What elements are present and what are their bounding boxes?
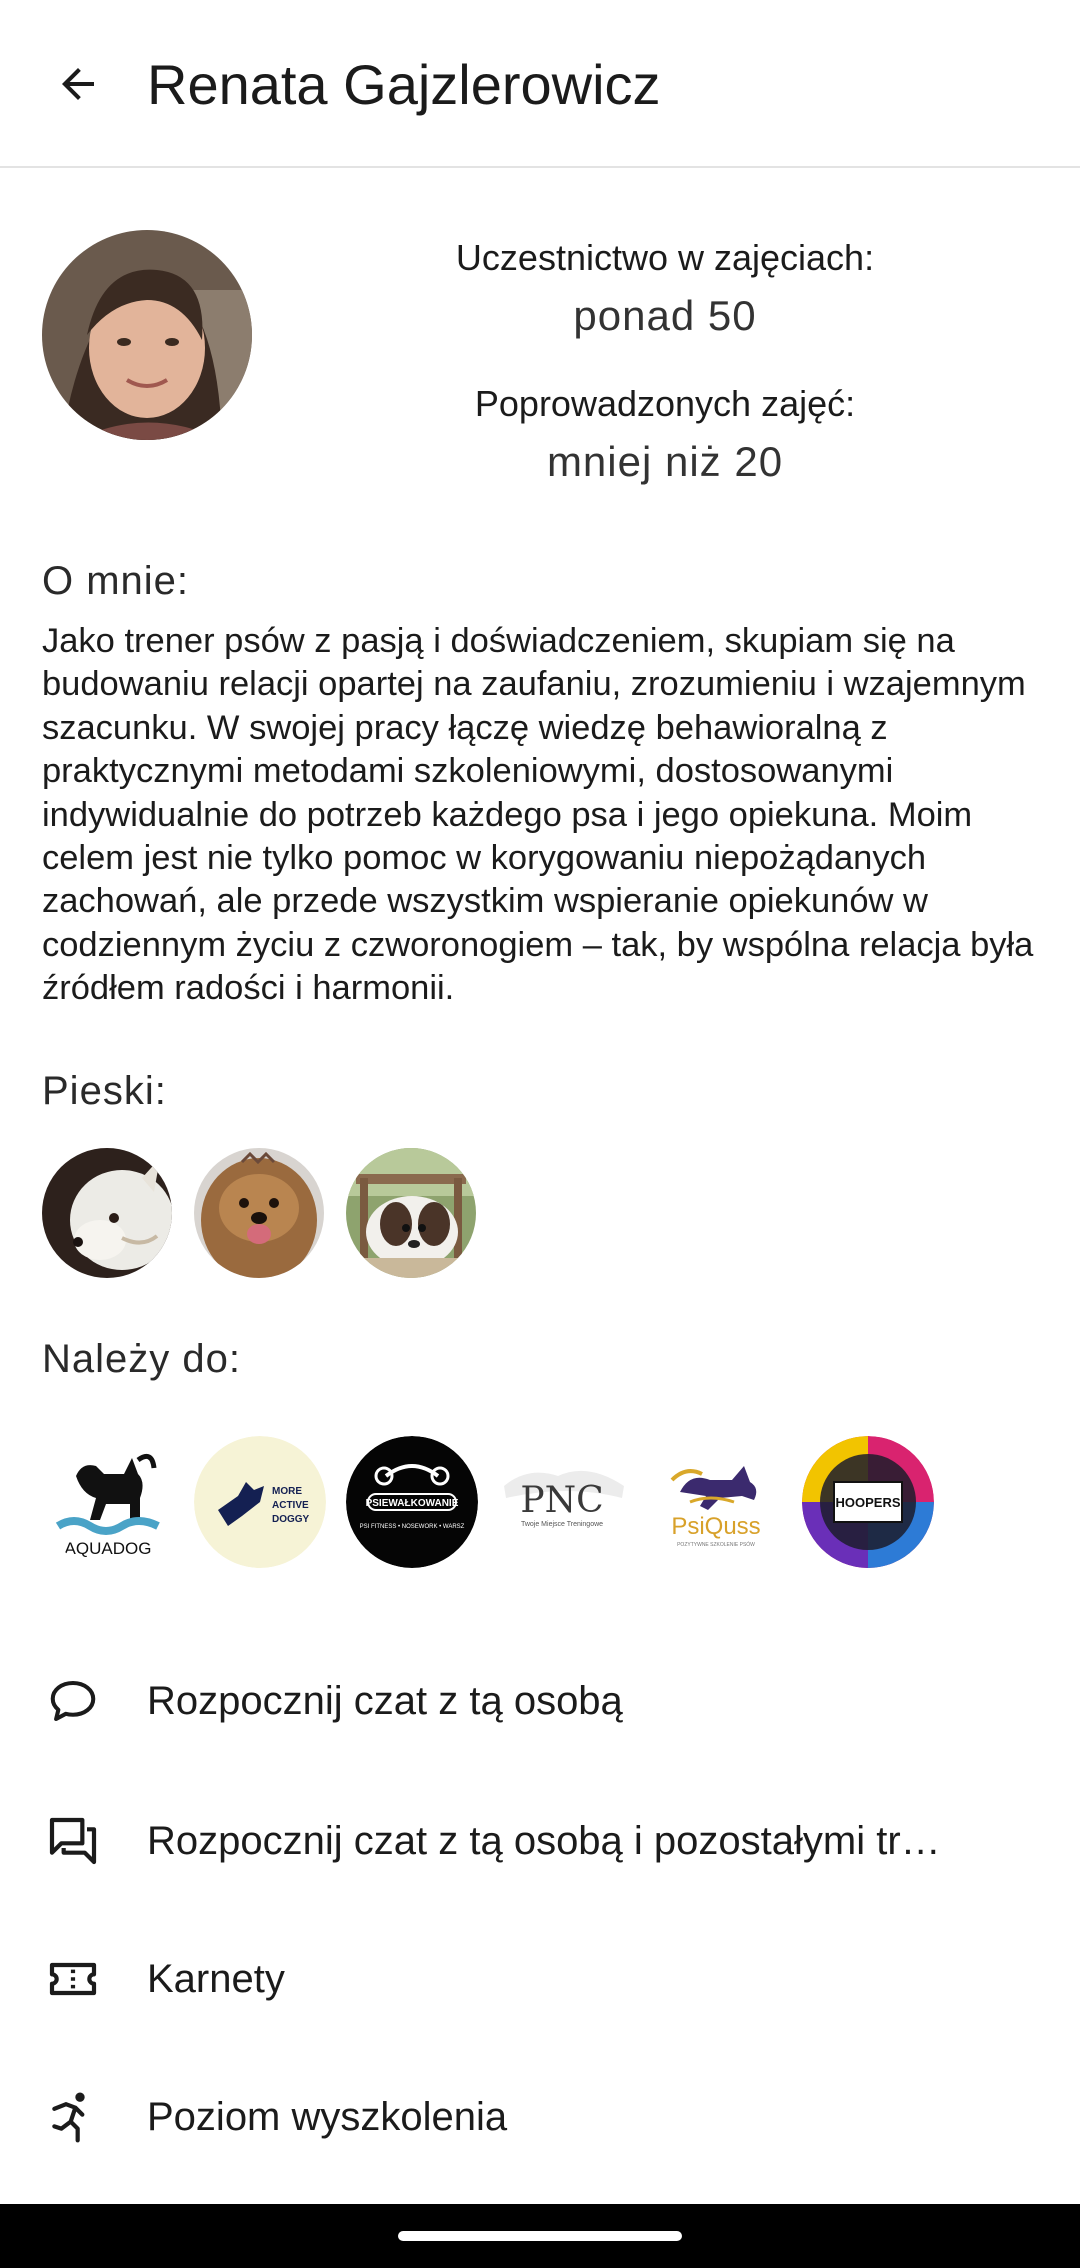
svg-text:PsiQuss: PsiQuss <box>671 1513 761 1540</box>
participation-stat <box>330 236 1000 342</box>
more-active-doggy-logo <box>194 1436 326 1568</box>
svg-text:Twoje Miejsce Treningowe: Twoje Miejsce Treningowe <box>520 1521 604 1528</box>
forum-icon <box>42 1810 104 1872</box>
arrow-back-icon <box>54 60 102 108</box>
svg-text:DOGGY: DOGGY <box>272 1514 310 1525</box>
svg-text:PSIEWAŁKOWANIE: PSIEWAŁKOWANIE <box>365 1498 459 1509</box>
page-title: Renata Gajzlerowicz <box>147 53 661 116</box>
psiquss-logo <box>650 1436 782 1568</box>
chat-bubble-icon <box>42 1670 104 1732</box>
dog-avatar[interactable] <box>194 1148 324 1278</box>
led-classes-stat <box>330 382 1000 488</box>
led-classes-label: Poprowadzonych zajęć: <box>474 383 856 424</box>
led-classes-value: mniej niż 20 <box>546 438 784 485</box>
club-logo-aquadog[interactable] <box>42 1436 174 1568</box>
aquadog-logo <box>42 1436 174 1568</box>
person-photo <box>42 230 252 440</box>
dog-photo-spaniel <box>346 1148 476 1278</box>
avatar[interactable] <box>42 230 252 440</box>
dog-avatar[interactable] <box>42 1148 172 1278</box>
passes-button[interactable] <box>0 1918 1080 2038</box>
app-bar <box>0 0 1080 168</box>
svg-text:ACTIVE: ACTIVE <box>272 1500 309 1511</box>
svg-text:HOOPERS: HOOPERS <box>835 1495 901 1510</box>
dog-avatar[interactable] <box>346 1148 476 1278</box>
start-chat-label: Rozpocznij czat z tą osobą <box>147 1679 623 1723</box>
dog-photo-pomeranian <box>42 1148 172 1278</box>
about-text: Jako trener psów z pasją i doświadczeniem, skupiam się na budowaniu relacji opartej na zaufaniu, zrozumieniu i wzajemnym szacunku. W swojej pracy łączę wiedzę behawioralną z praktycznymi metodami szkoleniowymi, dostosowanymi indywidualnie do potrzeb każdego psa i jego opiekuna. Moim celem jest nie tylko pomoc w korygowaniu niepożądanych zachowań, ale przede wszystkim wspieranie opiekunów w codziennym życiu z czworonogiem – tak, by wspólna relacja była źródłem radości i harmonii. <box>42 622 1034 1008</box>
ticket-icon <box>42 1948 104 2010</box>
sports-figure-icon <box>42 2086 104 2148</box>
system-nav-bar <box>0 2204 1080 2268</box>
dogs-title: Pieski: <box>42 1069 167 1113</box>
pnc-logo <box>498 1436 630 1568</box>
about-title: O mnie: <box>42 559 190 603</box>
psiewalkowanie-logo <box>346 1436 478 1568</box>
start-group-chat-label: Rozpocznij czat z tą osobą i pozostałymi tr… <box>147 1819 941 1863</box>
club-logo-pnc[interactable] <box>498 1436 630 1568</box>
svg-text:POZYTYWNE SZKOLENIE PSÓW: POZYTYWNE SZKOLENIE PSÓW <box>677 1542 755 1548</box>
clubs-title: Należy do: <box>42 1337 241 1381</box>
participation-label: Uczestnictwo w zajęciach: <box>455 237 875 278</box>
training-level-label: Poziom wyszkolenia <box>147 2095 508 2139</box>
club-logo-more-active-doggy[interactable] <box>194 1436 326 1568</box>
club-logo-psiquss[interactable] <box>650 1436 782 1568</box>
passes-label: Karnety <box>147 1957 285 2001</box>
club-logo-psiewalkowanie[interactable] <box>346 1436 478 1568</box>
participation-value: ponad 50 <box>573 292 757 339</box>
dog-photo-terrier <box>194 1148 324 1278</box>
start-group-chat-button[interactable] <box>0 1780 1080 1900</box>
start-chat-button[interactable] <box>0 1640 1080 1760</box>
svg-text:AQUADOG: AQUADOG <box>64 1539 152 1558</box>
svg-text:PSI FITNESS • NOSEWORK • WARSZ: PSI FITNESS • NOSEWORK • WARSZ <box>359 1524 465 1530</box>
back-button[interactable] <box>40 46 116 122</box>
svg-text:MORE: MORE <box>272 1486 302 1497</box>
svg-text:PNC: PNC <box>520 1480 604 1521</box>
training-level-button[interactable] <box>0 2056 1080 2176</box>
club-logo-hoopers[interactable] <box>802 1436 934 1568</box>
home-gesture-handle[interactable] <box>398 2231 682 2241</box>
hoopers-logo <box>802 1436 934 1568</box>
